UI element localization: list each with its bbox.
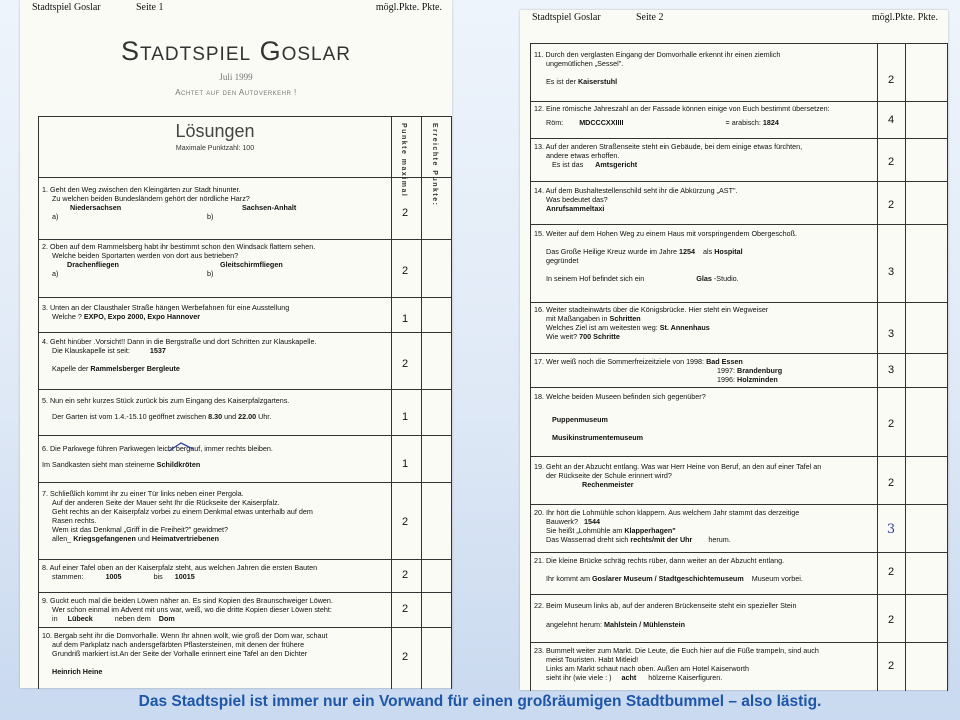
question-7: 7. Schließlich kommt ihr zu einer Tür links neben einer Pergola. Auf der anderen Seite der Mauer seht Ihr die Rückseite der Kaiserpfalz. Geht rechts an der Kaiserpfalz vorbei zu einem Denkmal etwas unterhalb auf dem Rasen rechts. Wem ist das Denkmal „Griff in die Freiheit?" gewidmet? allen_ Kriegsgefangenen und Heimatvertriebenen — [42, 489, 313, 543]
question-10: 10. Bergab seht ihr die Domvorhalle. Wenn Ihr ahnen wollt, wie groß der Dom war, schaut auf dem Parkplatz nach andersgefärbten Pflastersteinen, mit denen der frühere Grundriß markiert ist.An der Seite der Vorhalle erinnert eine Tafel an den Dichter Heinrich Heine — [42, 631, 328, 676]
max-points-value: 2 — [401, 207, 409, 219]
header-title: Stadtspiel Goslar — [532, 12, 601, 23]
max-points-value: 2 — [887, 199, 895, 211]
answer: Brandenburg — [737, 366, 783, 375]
answer: Amtsgericht — [595, 160, 638, 169]
max-points-value: 2 — [401, 358, 409, 370]
answer: Bad Essen — [706, 357, 743, 366]
question-6: 6. Die Parkwege führen Parkwegen leicht bergauf, immer rechts bleiben. Im Sandkasten sieht man steinerne Schildkröten — [42, 444, 273, 469]
column-header-reached-points: Erreichte Punkte: — [431, 123, 438, 207]
question-23: 23. Bummelt weiter zum Markt. Die Leute, die Euch hier auf die Füße trampeln, sind auch meist Touristen. Habt Mitleid! Links am Markt schaut nach oben. Außen am Hotel Kaiserworth sieht ihr (wie viele : ) acht hölzerne Kaiserfiguren. — [534, 646, 819, 682]
answer: Sachsen-Anhalt — [242, 203, 297, 212]
question-5: 5. Nun ein sehr kurzes Stück zurück bis zum Eingang des Kaiserpfalzgartens. Der Garten ist vom 1.4.-15.10 geöffnet zwischen 8.30 und 22.00 Uhr. — [42, 396, 290, 421]
answer: 1824 — [762, 118, 779, 127]
answer: Holzminden — [737, 375, 778, 384]
answer: Schritten — [609, 314, 641, 323]
answer: Drachenfliegen — [67, 260, 119, 269]
max-points-value: 2 — [401, 603, 409, 615]
answer: Klapperhagen" — [624, 526, 676, 535]
question-1: 1. Geht den Weg zwischen den Kleingärten zur Stadt hinunter. Zu welchen beiden Bundesländern gehört der nördliche Harz? Niedersachsen Sachsen-Anhalt a) b) — [42, 185, 297, 221]
question-16: 16. Weiter stadteinwärts über die Königsbrücke. Hier steht ein Wegweiser mit Maßangaben in Schritten Welches Ziel ist am weitesten weg: St. Annenhaus Wie weit? 700 Schritte — [534, 305, 769, 341]
answer: Heinrich Heine — [52, 667, 103, 676]
header-page-number: Seite 1 — [136, 2, 164, 13]
answer: Anrufsammeltaxi — [546, 204, 605, 213]
answer: 10015 — [174, 572, 195, 581]
answer: Niedersachsen — [70, 203, 122, 212]
question-9: 9. Guckt euch mal die beiden Löwen näher an. Es sind Kopien des Braunschweiger Löwen. Wer schon einmal im Advent mit uns war, weiß, wo die dritte Kopien dieser Löwen steht: in Lübeck neben dem Dom — [42, 596, 333, 623]
question-17: 17. Wer weiß noch die Sommerfreizeitziele von 1998: Bad Essen 1997: Brandenburg 1996: Holzminden — [534, 357, 783, 384]
max-points-value: 2 — [401, 569, 409, 581]
max-points-value: 3 — [887, 266, 895, 278]
max-points-value: 2 — [887, 477, 895, 489]
main-title: Stadtspiel Goslar — [121, 36, 351, 66]
answer: EXPO, Expo 2000, Expo Hannover — [83, 312, 201, 321]
handwritten-points-value: 3 — [886, 522, 896, 537]
question-13: 13. Auf der anderen Straßenseite steht ein Gebäude, bei dem einige etwas fürchten, andere etwas erhoffen. Es ist das Amtsgericht — [534, 142, 803, 169]
answer: Hospital — [714, 247, 743, 256]
max-points-value: 2 — [887, 614, 895, 626]
header-points-label: mögl.Pkte. Pkte. — [375, 2, 442, 13]
questions-table — [38, 116, 452, 689]
answer: acht — [621, 673, 637, 682]
date-line: Juli 1999 — [219, 72, 253, 82]
max-points-value: 2 — [887, 74, 895, 86]
header-page-number: Seite 2 — [636, 12, 664, 23]
max-points-value: 2 — [887, 566, 895, 578]
answer: Kriegsgefangenen — [73, 534, 136, 543]
answer: 1254 — [679, 247, 696, 256]
question-2: 2. Oben auf dem Rammelsberg habt ihr bestimmt schon den Windsack flattern sehen. Welche beiden Sportarten werden von dort aus betrieben? Drachenfliegen Gleitschirmfliegen a) b) — [42, 242, 316, 278]
answer: Lübeck — [67, 614, 93, 623]
max-points-value: 2 — [887, 418, 895, 430]
answer: 1537 — [149, 346, 166, 355]
solutions-title: Lösungen — [175, 121, 255, 141]
max-points-value: 1 — [401, 458, 409, 470]
question-19: 19. Geht an der Abzucht entlang. Was war Herr Heine von Beruf, an den auf einer Tafel an der Rückseite der Schule erinnert wird? Rechenmeister — [534, 462, 822, 489]
max-points-value: 3 — [887, 328, 895, 340]
answer: Heimatvertriebenen — [151, 534, 220, 543]
answer: St. Annenhaus — [659, 323, 710, 332]
answer: 8.30 — [208, 412, 223, 421]
question-18: 18. Welche beiden Museen befinden sich gegenüber? Puppenmuseum Musikinstrumentemuseum — [534, 392, 706, 442]
column-header-max-points: Punkte maximal — [400, 123, 407, 198]
solutions-box — [39, 117, 391, 177]
question-12: 12. Eine römische Jahreszahl an der Fassade können einige von Euch bestimmt übersetzen: Röm: MDCCCXXIIII = arabisch: 1824 — [534, 104, 830, 127]
answer: Puppenmuseum — [552, 415, 608, 424]
question-8: 8. Auf einer Tafel oben an der Kaiserpfalz steht, aus welchen Jahren die ersten Bauten stammen: 1005 bis 10015 — [42, 563, 318, 581]
page-header — [32, 2, 442, 18]
question-14: 14. Auf dem Bushaltestellenschild seht ihr die Abkürzung „AST". Was bedeutet das? Anrufsammeltaxi — [534, 186, 738, 213]
max-points: Maximale Punktzahl: 100 — [175, 145, 255, 152]
answer: Rechenmeister — [582, 480, 634, 489]
answer: Dom — [158, 614, 175, 623]
max-points-value: 2 — [401, 651, 409, 663]
max-points-value: 4 — [887, 114, 895, 126]
answer: rechts/mit der Uhr — [630, 535, 693, 544]
worksheet-page-1 — [20, 0, 452, 688]
answer: 700 Schritte — [579, 332, 620, 341]
worksheet-page-2 — [520, 10, 948, 690]
max-points-value: 2 — [887, 660, 895, 672]
max-points-value: 1 — [401, 313, 409, 325]
answer: 22.00 — [238, 412, 257, 421]
answer: Rammelsberger Bergleute — [90, 364, 180, 373]
caption-text: Das Stadtspiel ist immer nur ein Vorwand für einen großräumigen Stadtbummel – also lästig. — [138, 693, 822, 710]
question-11: 11. Durch den verglasten Eingang der Domvorhalle erkennt ihr einen ziemlich ungemütlichen „Sessel". Es ist der Kaiserstuhl — [534, 50, 781, 86]
question-20: 20. Ihr hört die Lohmühle schon klappern. Aus welchem Jahr stammt das derzeitige Bauwerk? 1544 Sie heißt „Lohmühle am Klapperhagen" Das Wasserrad dreht sich rechts/mit der Uhr herum. — [534, 508, 800, 544]
max-points-value: 2 — [401, 516, 409, 528]
question-22: 22. Beim Museum links ab, auf der anderen Brückenseite steht ein spezieller Stein angelehnt herum: Mahlstein / Mühlenstein — [534, 601, 797, 629]
max-points-value: 2 — [401, 265, 409, 277]
max-points-value: 1 — [401, 411, 409, 423]
answer: 1005 — [105, 572, 122, 581]
header-title: Stadtspiel Goslar — [32, 2, 101, 13]
answer: MDCCCXXIIII — [579, 118, 624, 127]
max-points-value: 2 — [887, 156, 895, 168]
header-points-label: mögl.Pkte. Pkte. — [871, 12, 938, 23]
question-4: 4. Geht hinüber .Vorsicht!! Dann in die Bergstraße und dort Schritten zur Klauskapelle. Die Klauskapelle ist seit: 1537 Kapelle der Rammelsberger Bergleute — [42, 337, 317, 373]
answer: Gleitschirmfliegen — [220, 260, 283, 269]
answer: Glas — [696, 274, 712, 283]
page-header — [532, 12, 938, 28]
handwritten-correction-mark — [167, 439, 197, 455]
warning-line: Achtet auf den Autoverkehr ! — [175, 88, 297, 97]
answer: Mahlstein / Mühlenstein — [603, 620, 686, 629]
answer: Goslarer Museum / Stadtgeschichtemuseum — [591, 574, 744, 583]
answer: Musikinstrumentemuseum — [552, 433, 644, 442]
answer: Kaiserstuhl — [577, 77, 618, 86]
question-21: 21. Die kleine Brücke schräg rechts rüber, dann weiter an der Abzucht entlang. Ihr kommt am Goslarer Museum / Stadtgeschichtemuseum Museum vorbei. — [534, 556, 803, 583]
max-points-value: 3 — [887, 364, 895, 376]
question-15: 15. Weiter auf dem Hohen Weg zu einem Haus mit vorspringendem Obergeschoß. Das Große Heilige Kreuz wurde im Jahre 1254 als Hospital gegründet In seinem Hof befindet sich ein Glas -Studio. — [534, 229, 798, 283]
question-3: 3. Unten an der Clausthaler Straße hängen Werbefahnen für eine Ausstellung Welche ? EXPO, Expo 2000, Expo Hannover — [42, 303, 290, 321]
questions-table — [530, 43, 948, 691]
answer: 1544 — [583, 517, 600, 526]
answer: Schildkröten — [156, 460, 201, 469]
